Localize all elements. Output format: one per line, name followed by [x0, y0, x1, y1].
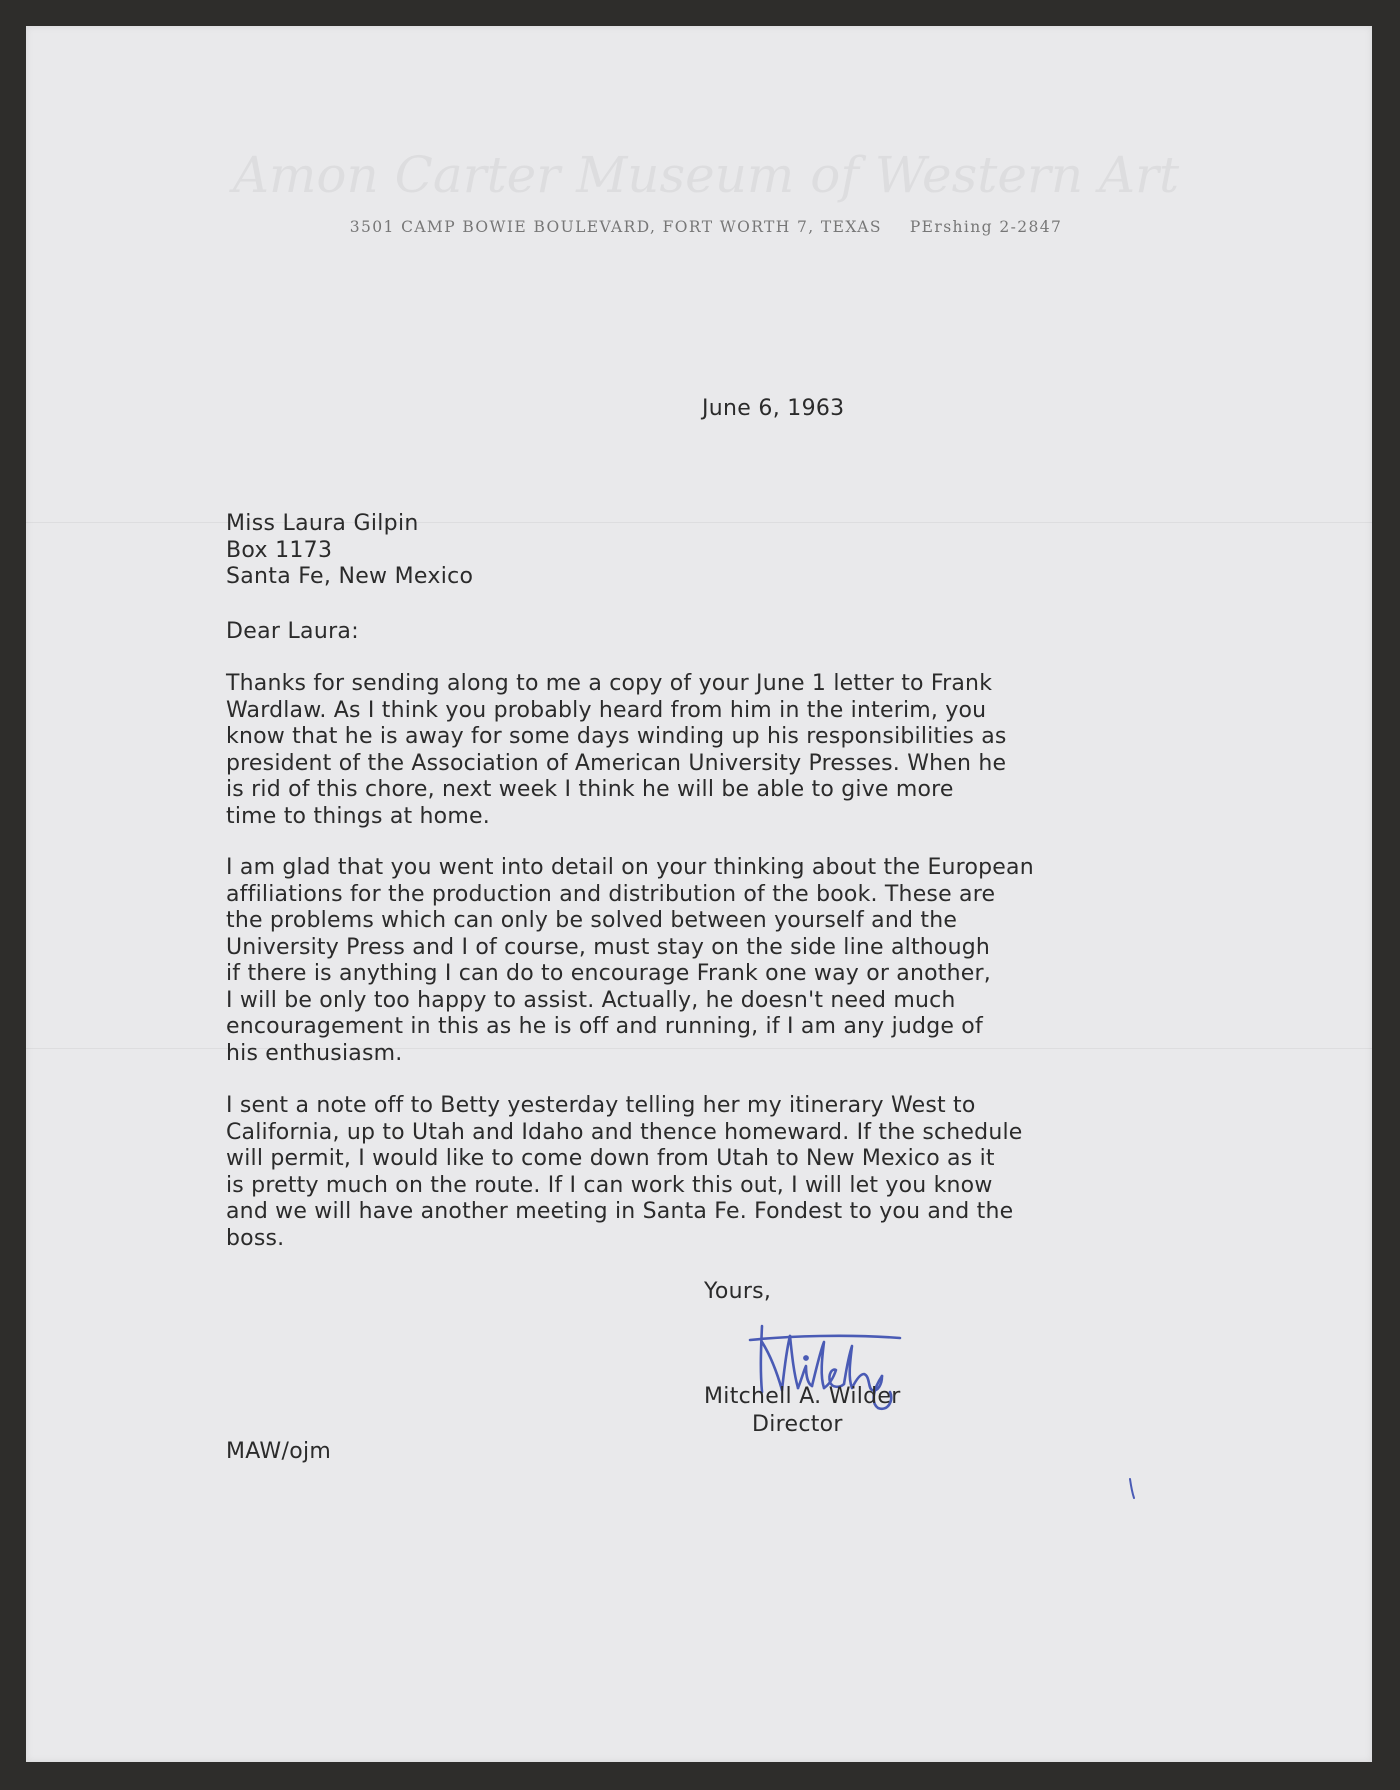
letterhead-phone: PErshing 2-2847: [909, 218, 1063, 236]
paragraph-line: president of the Association of American University Presses. When he: [226, 750, 1007, 776]
letterhead-address-line: [176, 218, 1236, 236]
letterhead-address: 3501 CAMP BOWIE BOULEVARD, FORT WORTH 7, TEXAS: [349, 218, 882, 236]
paragraph-line: affiliations for the production and distribution of the book. These are: [226, 881, 996, 907]
body-paragraph-3: [226, 1093, 1023, 1252]
paragraph-line: his enthusiasm.: [226, 1040, 403, 1066]
ink-speck: [1128, 1478, 1136, 1500]
paragraph-line: California, up to Utah and Idaho and thence homeward. If the schedule: [226, 1119, 1023, 1145]
letter-date: June 6, 1963: [702, 396, 845, 421]
paragraph-line: is pretty much on the route. If I can work this out, I will let you know: [226, 1172, 993, 1198]
reference-initials: MAW/ojm: [226, 1439, 332, 1464]
paragraph-line: I sent a note off to Betty yesterday telling her my itinerary West to: [226, 1093, 976, 1118]
body-paragraph-2: [226, 855, 1034, 1067]
paragraph-line: Thanks for sending along to me a copy of your June 1 letter to Frank: [226, 671, 993, 696]
body-paragraph-1: [226, 671, 1007, 830]
closing: Yours,: [704, 1279, 772, 1304]
paragraph-line: will permit, I would like to come down from Utah to New Mexico as it: [226, 1146, 995, 1171]
recipient-box: Box 1173: [226, 538, 333, 563]
recipient-name: Miss Laura Gilpin: [226, 511, 419, 536]
paragraph-line: University Press and I of course, must stay on the side line although: [226, 934, 991, 960]
letterhead-museum-name: Amon Carter Museum of Western Art: [232, 146, 1180, 204]
salutation: Dear Laura:: [226, 619, 359, 644]
paragraph-line: I am glad that you went into detail on your thinking about the European: [226, 855, 1034, 880]
paragraph-line: if there is anything I can do to encourage Frank one way or another,: [226, 961, 991, 986]
paragraph-line: encouragement in this as he is off and running, if I am any judge of: [226, 1014, 983, 1039]
paragraph-line: the problems which can only be solved between yourself and the: [226, 908, 958, 933]
paragraph-line: I will be only too happy to assist. Actually, he doesn't need much: [226, 987, 956, 1013]
paragraph-line: and we will have another meeting in Santa Fe. Fondest to you and the: [226, 1199, 1014, 1224]
paragraph-line: time to things at home.: [226, 803, 490, 829]
signer-title: Director: [752, 1412, 843, 1437]
paragraph-line: know that he is away for some days winding up his responsibilities as: [226, 724, 1007, 749]
paragraph-line: is rid of this chore, next week I think he will be able to give more: [226, 777, 954, 802]
letter-page: [26, 26, 1372, 1762]
paragraph-line: boss.: [226, 1225, 285, 1251]
signer-name: Mitchell A. Wilder: [704, 1384, 901, 1409]
recipient-city: Santa Fe, New Mexico: [226, 564, 474, 589]
paragraph-line: Wardlaw. As I think you probably heard from him in the interim, you: [226, 697, 987, 723]
